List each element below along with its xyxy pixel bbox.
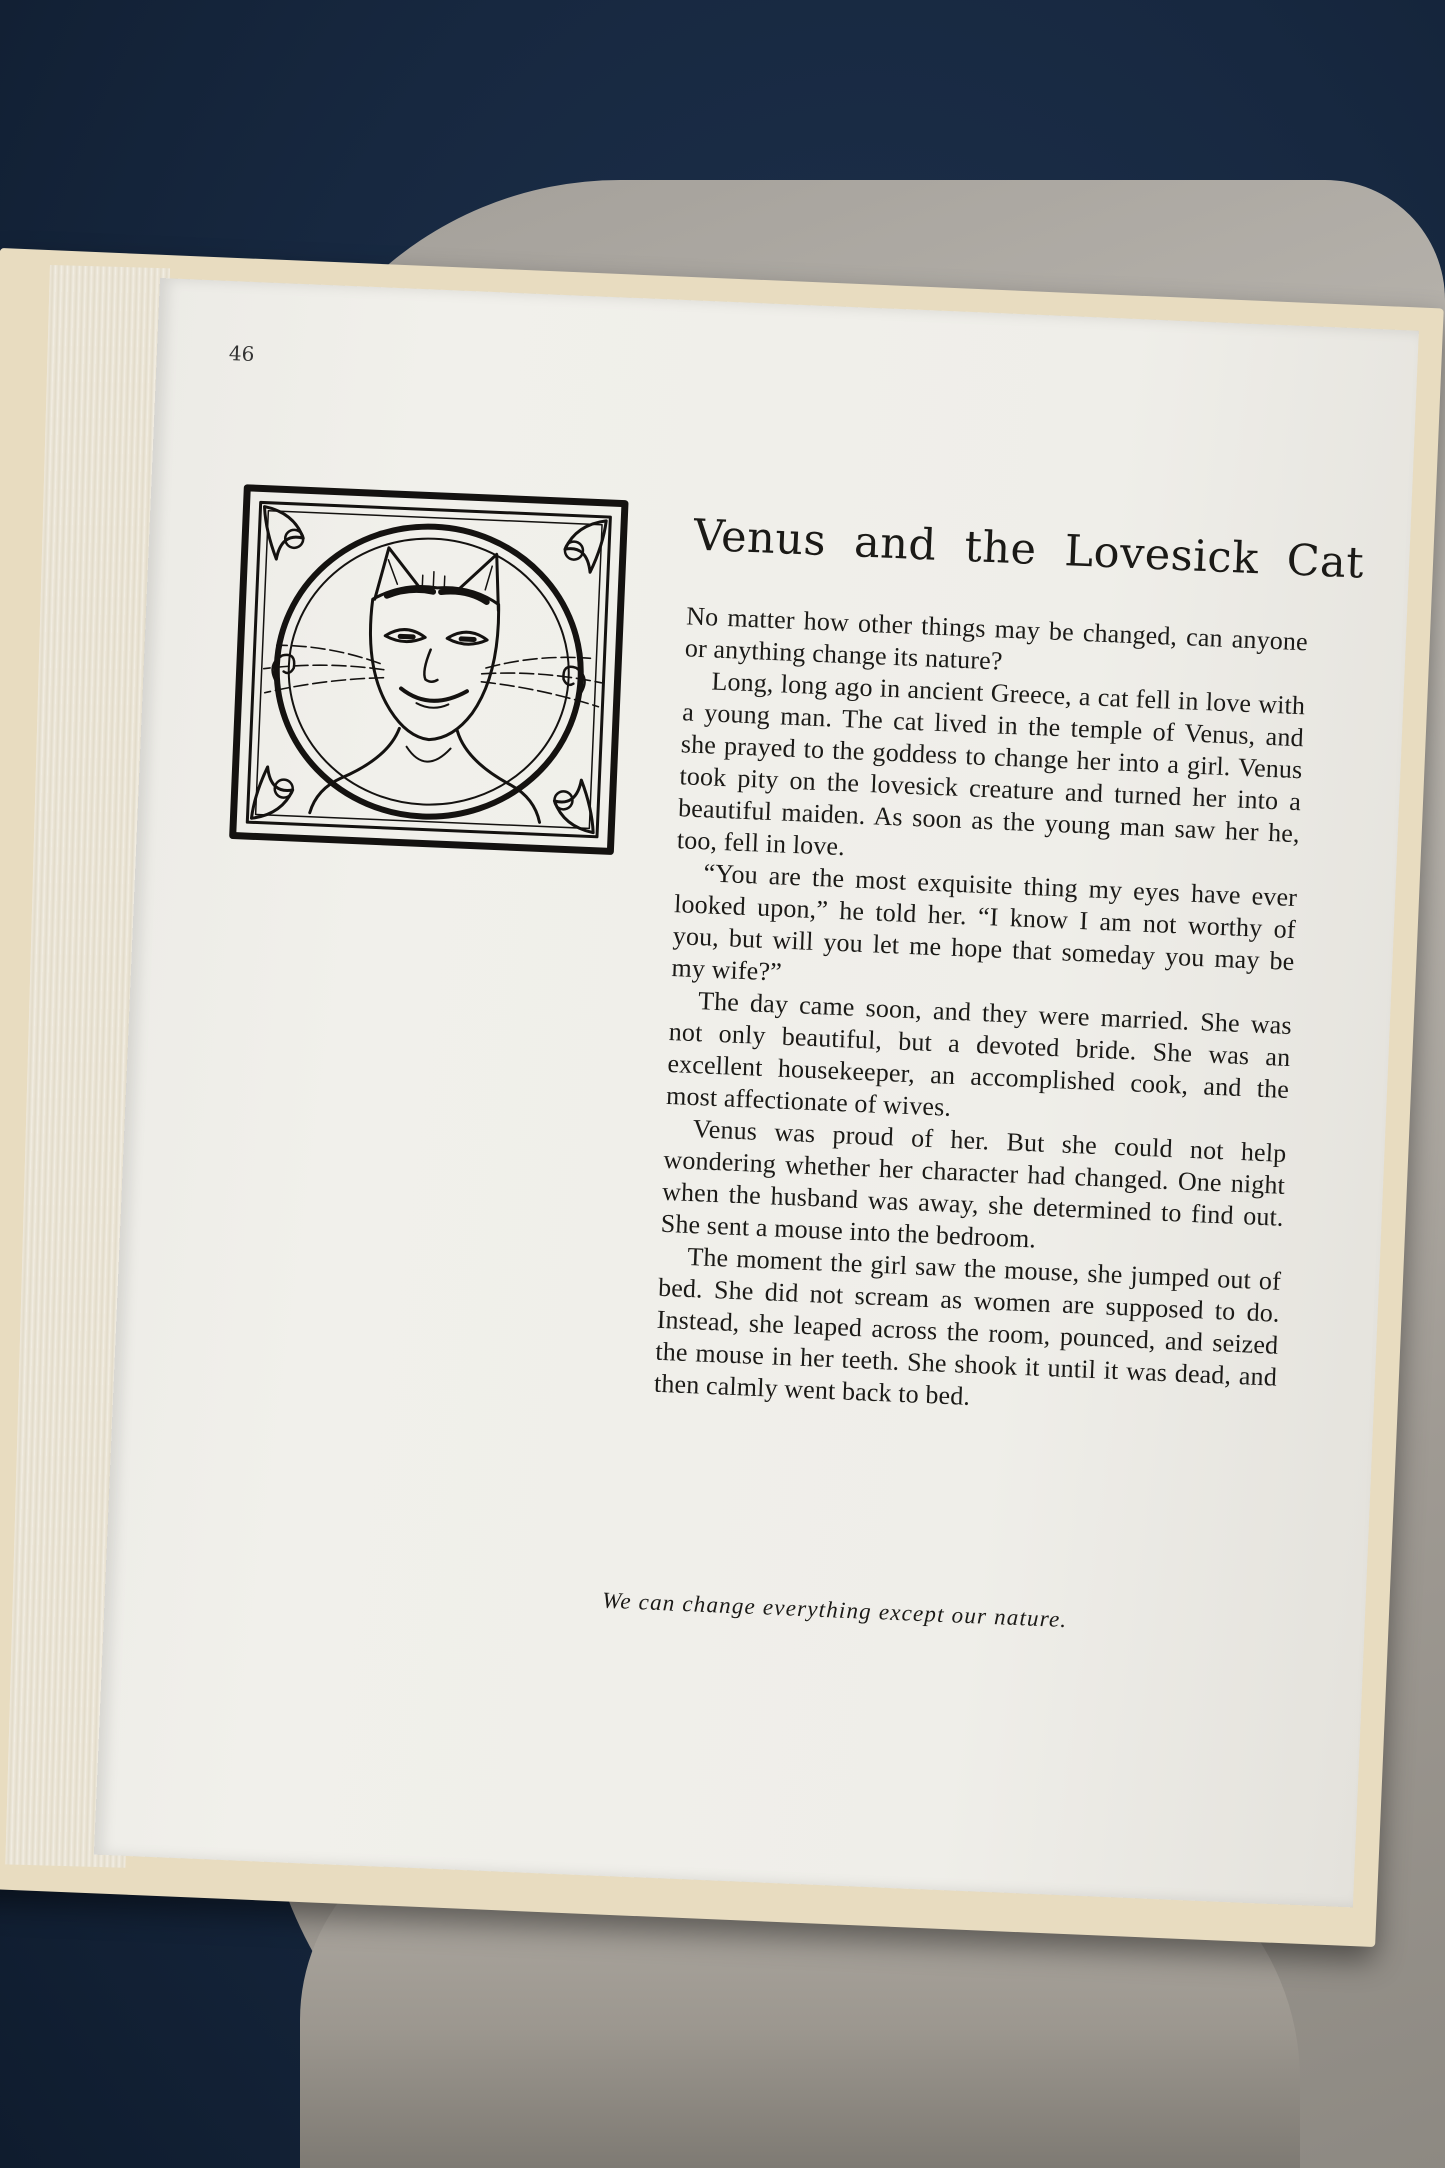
cat-portrait-svg [226, 482, 631, 858]
paragraph-4: The day came soon, and they were married. She was not only beautiful, but a devoted bride. She was an excellent housekeeper, an accomplished cook, and the most affectionate of wives. [665, 986, 1293, 1122]
story-body [653, 600, 1308, 1425]
page-number: 46 [228, 340, 255, 367]
story-title: Venus and the Lovesick Cat [692, 510, 1366, 589]
paragraph-1: No matter how other things may be changed, can anyone or anything change its nature? [684, 601, 1309, 676]
cat-illustration [226, 482, 631, 858]
story-moral: We can change everything except our nature. [601, 1587, 1068, 1633]
paragraph-6: The moment the girl saw the mouse, she jumped out of bed. She did not scream as women are supposed to do. Instead, she leaped across the room, pounced, and seized the mouse in her teeth. She shook it until it was dead, and then calmly went back to bed. [653, 1241, 1282, 1411]
paragraph-5: Venus was proud of her. But she could not help wondering whether her character had changed. One night when the husband was away, she determined to find out. She sent a mouse into the bedroom. [660, 1114, 1287, 1254]
paragraph-3: “You are the most exquisite thing my eyes have ever looked upon,” he told her. “I know I am not worthy of you, but will you let me hope that someday you may be my wife?” [670, 858, 1298, 987]
paragraph-2: Long, long ago in ancient Greece, a cat fell in love with a young man. The cat lived in the temple of Venus, and she prayed to the goddess to change her into a girl. Venus took pity on the lovesick creature and turned her into a beautiful maiden. As soon as the young man saw her he, too, fell in love. [676, 666, 1306, 862]
book-page [94, 278, 1419, 1907]
